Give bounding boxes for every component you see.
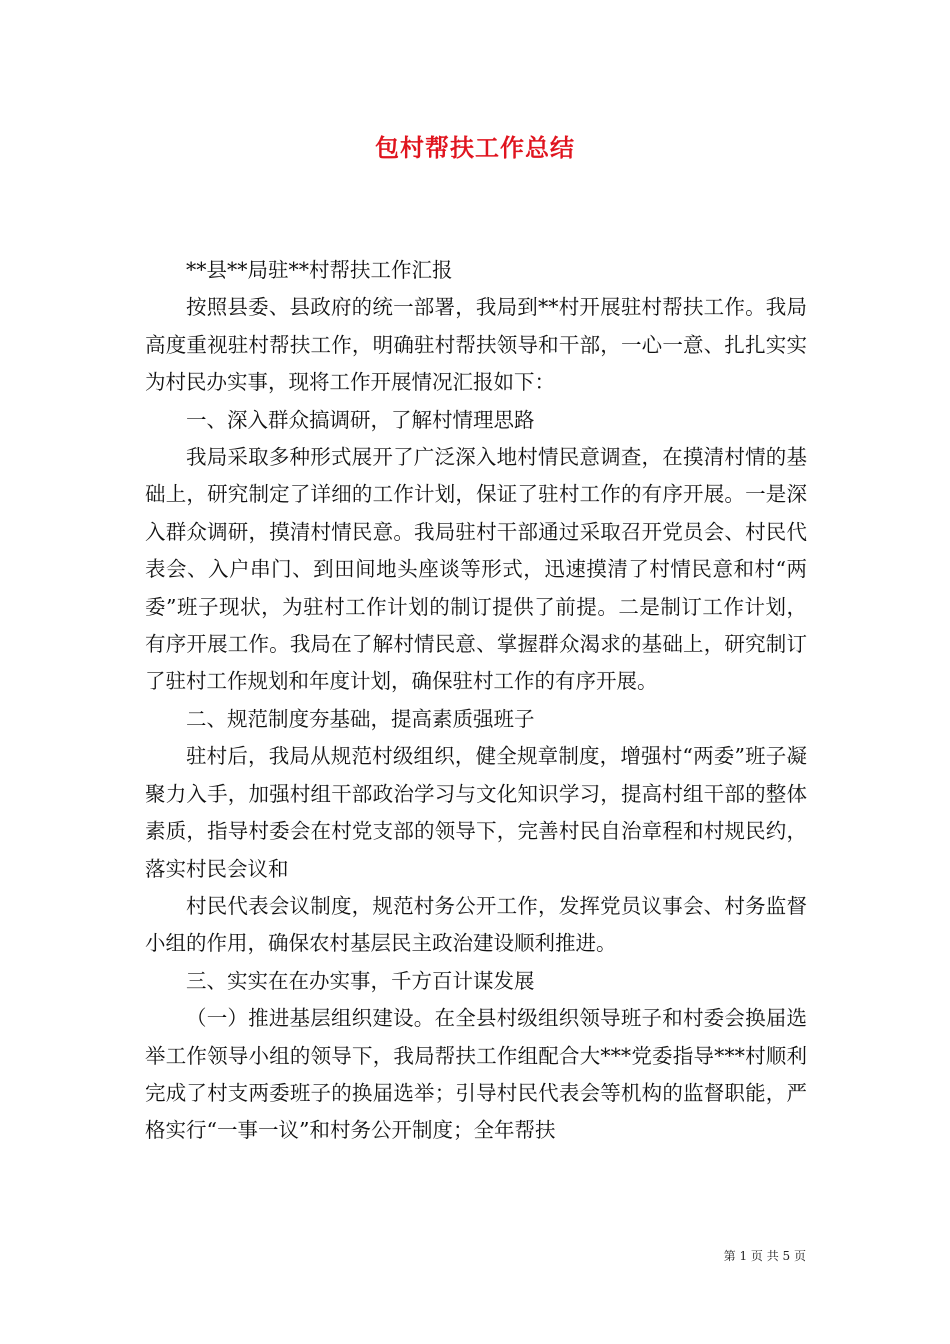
section-heading-1: 一、深入群众搞调研，了解村情理思路 — [186, 407, 535, 432]
document-body — [145, 252, 807, 1150]
paragraph-section-3: （一）推进基层组织建设。在全县村级组织领导班子和村委会换届选举工作领导小组的领导下，我局帮扶工作组配合大***党委指导***村顺利完成了村支两委班子的换届选举；引导村民代表会等机构的监督职能，严格实行“一事一议”和村务公开制度；全年帮扶 — [145, 1006, 807, 1143]
paragraph-section-1: 我局采取多种形式展开了广泛深入地村情民意调查，在摸清村情的基础上，研究制定了详细的工作计划，保证了驻村工作的有序开展。一是深入群众调研，摸清村情民意。我局驻村干部通过采取召开党员会、村民代表会、入户串门、到田间地头座谈等形式，迅速摸清了村情民意和村“两委”班子现状，为驻村工作计划的制订提供了前提。二是制订工作计划，有序开展工作。我局在了解村情民意、掌握群众渴求的基础上，研究制订了驻村工作规划和年度计划，确保驻村工作的有序开展。 — [145, 445, 807, 694]
paragraph-section-2a: 驻村后，我局从规范村级组织，健全规章制度，增强村“两委”班子凝聚力入手，加强村组干部政治学习与文化知识学习，提高村组干部的整体素质，指导村委会在村党支部的领导下，完善村民自治章程和村规民约，落实村民会议和 — [145, 744, 807, 881]
page-number: 第 1 页 共 5 页 — [723, 1249, 806, 1263]
document-title: 包村帮扶工作总结 — [375, 133, 575, 162]
section-heading-2: 二、规范制度夯基础，提高素质强班子 — [186, 706, 535, 731]
paragraph-intro: 按照县委、县政府的统一部署，我局到**村开展驻村帮扶工作。我局高度重视驻村帮扶工作，明确驻村帮扶领导和干部，一心一意、扎扎实实为村民办实事，现将工作开展情况汇报如下： — [145, 295, 807, 395]
paragraph-heading-report: **县**局驻**村帮扶工作汇报 — [186, 258, 453, 282]
paragraph-section-2b: 村民代表会议制度，规范村务公开工作，发挥党员议事会、村务监督小组的作用，确保农村基层民主政治建设顺利推进。 — [145, 893, 807, 956]
section-heading-3: 三、实实在在办实事，千方百计谋发展 — [186, 968, 535, 993]
